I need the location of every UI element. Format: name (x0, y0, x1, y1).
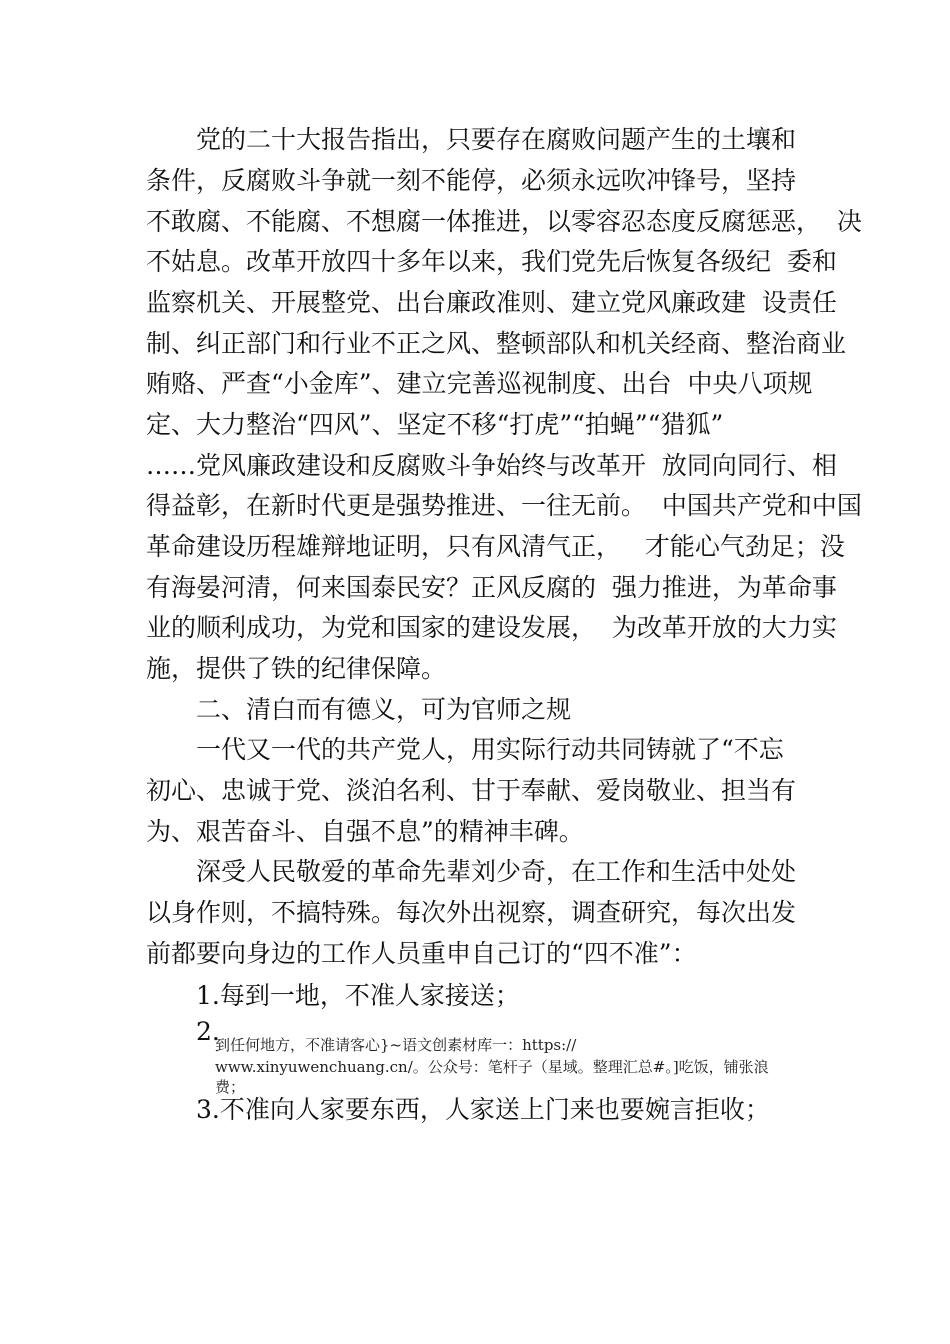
text-line: 深受人民敬爱的革命先辈刘少奇，在工作和生活中处处 (196, 857, 797, 886)
text-line: 以身作则，不搞特殊。每次外出视察，调查研究，每次出发 (146, 898, 797, 927)
list-item-text: www.xinyuwenchuang.cn/。公众号：笔杆子（星域。整理汇总#。]吃饭，铺张浪 (215, 1058, 769, 1076)
list-item-3: 3.不准向人家要东西，人家送上门来也要婉言拒收； (196, 1095, 770, 1124)
list-item-number: 2. (196, 1017, 220, 1046)
text-line: 监察机关、开展整党、出台廉政准则、建立党风廉政建 设责任 (146, 288, 837, 317)
text-line: 为、艰苦奋斗、自强不息”的精神丰碑。 (146, 817, 584, 846)
text-line: 革命建设历程雄辩地证明，只有风清气正， 才能心气劲足；没 (146, 532, 845, 561)
text-line: 贿赂、严查“小金库”、建立完善巡视制度、出台 中央八项规 (146, 369, 813, 398)
text-line: 施，提供了铁的纪律保障。 (146, 654, 447, 683)
text-line: 不敢腐、不能腐、不想腐一体推进，以零容忍态度反腐惩恶， 决 (146, 207, 862, 236)
text-line: 得益彰，在新时代更是强势推进、一往无前。 中国共产党和中国 (146, 491, 862, 520)
text-line: ……党风廉政建设和反腐败斗争始终与改革开 放同向同行、相 (146, 451, 837, 480)
text-line: 定、大力整治“四风”、坚定不移“打虎”“拍蝇”“猎狐” (146, 410, 724, 439)
section-heading: 二、清白而有德义，可为官师之规 (196, 695, 572, 724)
text-line: 有海晏河清，何来国泰民安？正风反腐的 强力推进，为革命事 (146, 573, 837, 602)
text-line: 不姑息。改革开放四十多年以来，我们党先后恢复各级纪 委和 (146, 247, 837, 276)
text-line: 一代又一代的共产党人，用实际行动共同铸就了“不忘 (196, 735, 784, 764)
text-line: 前都要向身边的工作人员重申自己订的“四不准”： (146, 939, 697, 968)
text-line: 业的顺利成功，为党和国家的建设发展， 为改革开放的大力实 (146, 613, 837, 642)
list-item-1: 1.每到一地，不准人家接送； (196, 981, 520, 1010)
text-line: 初心、忠诚于党、淡泊名利、甘于奉献、爱岗敬业、担当有 (146, 776, 797, 805)
text-line: 党的二十大报告指出，只要存在腐败问题产生的土壤和 (196, 125, 797, 154)
list-item-text: 到任何地方，不准请客心}~语文创素材库一：https:// (215, 1036, 577, 1054)
text-line: 制、纠正部门和行业不正之风、整顿部队和机关经商、整治商业 (146, 329, 847, 358)
text-line: 条件，反腐败斗争就一刻不能停，必须永远吹冲锋号，坚持 (146, 166, 797, 195)
list-item-text: 费； (215, 1078, 246, 1096)
